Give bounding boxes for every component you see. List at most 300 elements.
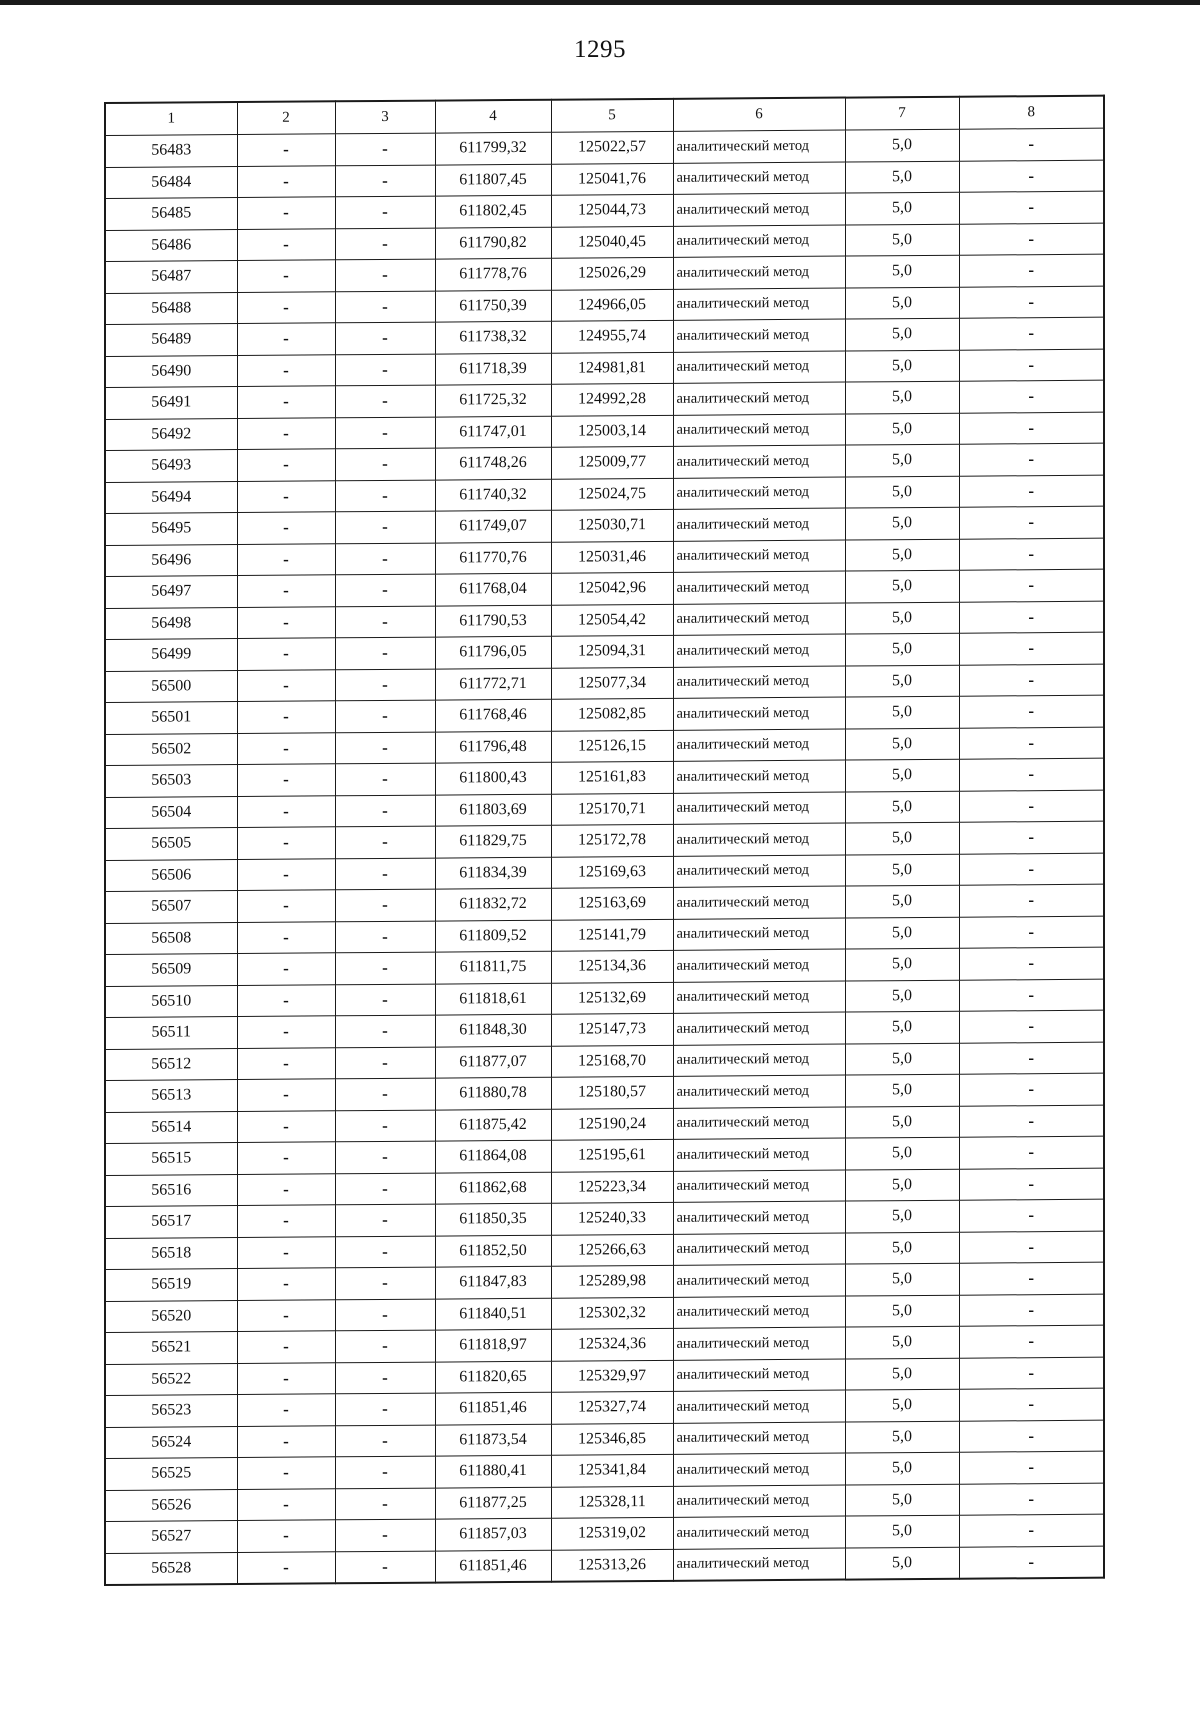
cell-method: аналитический метод (673, 319, 845, 352)
cell-col-2: - (237, 291, 335, 323)
cell-point-number: 56494 (105, 481, 237, 513)
cell-col-3: - (335, 858, 435, 890)
column-header-3: 3 (335, 101, 435, 134)
cell-point-number: 56483 (105, 135, 237, 167)
cell-accuracy: 5,0 (845, 759, 959, 791)
cell-coord-y: 125168,70 (551, 1045, 673, 1077)
cell-col-2: - (237, 606, 335, 638)
cell-accuracy: 5,0 (845, 948, 959, 980)
cell-col-8: - (959, 1073, 1104, 1106)
cell-point-number: 56513 (105, 1080, 237, 1112)
cell-accuracy: 5,0 (845, 728, 959, 760)
cell-col-2: - (237, 386, 335, 418)
cell-coord-y: 125163,69 (551, 887, 673, 919)
cell-coord-x: 611749,07 (435, 510, 551, 542)
cell-col-8: - (959, 317, 1104, 350)
cell-col-8: - (959, 790, 1104, 823)
cell-coord-y: 125024,75 (551, 478, 673, 510)
cell-accuracy: 5,0 (845, 980, 959, 1012)
cell-coord-x: 611873,54 (435, 1424, 551, 1456)
column-header-6: 6 (673, 98, 845, 132)
cell-point-number: 56520 (105, 1300, 237, 1332)
cell-coord-x: 611748,26 (435, 447, 551, 479)
cell-coord-x: 611877,07 (435, 1046, 551, 1078)
cell-col-8: - (959, 569, 1104, 602)
cell-coord-y: 125041,76 (551, 163, 673, 195)
cell-coord-y: 125094,31 (551, 635, 673, 667)
cell-col-3: - (335, 889, 435, 921)
cell-point-number: 56488 (105, 292, 237, 324)
cell-coord-x: 611790,53 (435, 605, 551, 637)
cell-method: аналитический метод (673, 1233, 845, 1266)
cell-col-2: - (237, 638, 335, 670)
cell-col-3: - (335, 826, 435, 858)
cell-coord-x: 611811,75 (435, 951, 551, 983)
cell-method: аналитический метод (673, 508, 845, 541)
cell-coord-y: 125328,11 (551, 1486, 673, 1518)
cell-coord-x: 611877,25 (435, 1487, 551, 1519)
cell-method: аналитический метод (673, 477, 845, 510)
cell-col-3: - (335, 1236, 435, 1268)
cell-col-3: - (335, 480, 435, 512)
cell-col-3: - (335, 1267, 435, 1299)
cell-method: аналитический метод (673, 1359, 845, 1392)
cell-coord-x: 611852,50 (435, 1235, 551, 1267)
cell-point-number: 56489 (105, 324, 237, 356)
cell-col-2: - (237, 921, 335, 953)
cell-coord-y: 125082,85 (551, 698, 673, 730)
cell-coord-y: 125266,63 (551, 1234, 673, 1266)
cell-col-2: - (237, 701, 335, 733)
cell-accuracy: 5,0 (845, 1043, 959, 1075)
cell-coord-x: 611880,78 (435, 1077, 551, 1109)
cell-method: аналитический метод (673, 382, 845, 415)
scan-top-edge (0, 0, 1200, 5)
cell-coord-x: 611834,39 (435, 857, 551, 889)
cell-col-8: - (959, 1042, 1104, 1075)
column-header-1: 1 (105, 102, 237, 135)
cell-method: аналитический метод (673, 571, 845, 604)
cell-coord-y: 125147,73 (551, 1013, 673, 1045)
cell-method: аналитический метод (673, 1453, 845, 1486)
cell-accuracy: 5,0 (845, 507, 959, 539)
cell-coord-y: 125289,98 (551, 1265, 673, 1297)
cell-col-3: - (335, 637, 435, 669)
cell-col-2: - (237, 449, 335, 481)
cell-col-8: - (959, 1420, 1104, 1453)
cell-method: аналитический метод (673, 918, 845, 951)
cell-point-number: 56515 (105, 1143, 237, 1175)
cell-col-2: - (237, 1331, 335, 1363)
cell-accuracy: 5,0 (845, 287, 959, 319)
cell-method: аналитический метод (673, 981, 845, 1014)
cell-coord-y: 125341,84 (551, 1454, 673, 1486)
cell-coord-x: 611718,39 (435, 353, 551, 385)
cell-accuracy: 5,0 (845, 633, 959, 665)
cell-col-8: - (959, 916, 1104, 949)
cell-col-8: - (959, 412, 1104, 445)
cell-method: аналитический метод (673, 1012, 845, 1045)
cell-accuracy: 5,0 (845, 1389, 959, 1421)
cell-col-3: - (335, 543, 435, 575)
cell-col-8: - (959, 506, 1104, 539)
cell-col-8: - (959, 160, 1104, 193)
cell-col-8: - (959, 884, 1104, 917)
cell-coord-x: 611862,68 (435, 1172, 551, 1204)
cell-method: аналитический метод (673, 1485, 845, 1518)
cell-col-3: - (335, 133, 435, 165)
cell-coord-y: 124966,05 (551, 289, 673, 321)
cell-col-8: - (959, 538, 1104, 571)
cell-coord-x: 611818,97 (435, 1329, 551, 1361)
cell-accuracy: 5,0 (845, 602, 959, 634)
column-header-7: 7 (845, 97, 959, 130)
cell-accuracy: 5,0 (845, 1169, 959, 1201)
cell-method: аналитический метод (673, 414, 845, 447)
cell-col-2: - (237, 1110, 335, 1142)
cell-point-number: 56498 (105, 607, 237, 639)
cell-accuracy: 5,0 (845, 413, 959, 445)
cell-col-8: - (959, 1388, 1104, 1421)
cell-col-8: - (959, 349, 1104, 382)
cell-point-number: 56527 (105, 1521, 237, 1553)
cell-col-3: - (335, 1488, 435, 1520)
cell-accuracy: 5,0 (845, 1295, 959, 1327)
cell-point-number: 56495 (105, 513, 237, 545)
cell-coord-y: 125077,34 (551, 667, 673, 699)
cell-coord-y: 125169,63 (551, 856, 673, 888)
cell-coord-y: 125031,46 (551, 541, 673, 573)
cell-point-number: 56497 (105, 576, 237, 608)
cell-coord-x: 611829,75 (435, 825, 551, 857)
cell-col-8: - (959, 1546, 1104, 1579)
cell-method: аналитический метод (673, 886, 845, 919)
cell-point-number: 56504 (105, 796, 237, 828)
cell-col-8: - (959, 1199, 1104, 1232)
cell-col-3: - (335, 1110, 435, 1142)
cell-col-3: - (335, 291, 435, 323)
cell-point-number: 56499 (105, 639, 237, 671)
cell-accuracy: 5,0 (845, 791, 959, 823)
cell-col-8: - (959, 191, 1104, 224)
cell-col-2: - (237, 1520, 335, 1552)
cell-col-3: - (335, 1456, 435, 1488)
cell-coord-x: 611832,72 (435, 888, 551, 920)
cell-col-8: - (959, 1325, 1104, 1358)
cell-col-2: - (237, 228, 335, 260)
cell-coord-y: 125313,26 (551, 1549, 673, 1582)
cell-point-number: 56486 (105, 229, 237, 261)
cell-col-2: - (237, 1205, 335, 1237)
cell-point-number: 56493 (105, 450, 237, 482)
cell-col-2: - (237, 1551, 335, 1584)
cell-col-2: - (237, 1425, 335, 1457)
cell-accuracy: 5,0 (845, 476, 959, 508)
cell-col-8: - (959, 695, 1104, 728)
cell-point-number: 56484 (105, 166, 237, 198)
cell-coord-y: 125126,15 (551, 730, 673, 762)
cell-accuracy: 5,0 (845, 539, 959, 571)
cell-col-2: - (237, 1362, 335, 1394)
cell-point-number: 56506 (105, 859, 237, 891)
cell-col-2: - (237, 1079, 335, 1111)
cell-col-2: - (237, 1268, 335, 1300)
cell-col-8: - (959, 664, 1104, 697)
cell-method: аналитический метод (673, 1201, 845, 1234)
cell-point-number: 56500 (105, 670, 237, 702)
cell-accuracy: 5,0 (845, 1452, 959, 1484)
cell-col-3: - (335, 1362, 435, 1394)
cell-col-8: - (959, 821, 1104, 854)
cell-col-3: - (335, 1204, 435, 1236)
cell-coord-y: 125329,97 (551, 1360, 673, 1392)
cell-col-8: - (959, 947, 1104, 980)
column-header-2: 2 (237, 101, 335, 134)
cell-method: аналитический метод (673, 634, 845, 667)
cell-col-8: - (959, 727, 1104, 760)
cell-col-3: - (335, 1393, 435, 1425)
cell-point-number: 56503 (105, 765, 237, 797)
cell-accuracy: 5,0 (845, 192, 959, 224)
cell-point-number: 56487 (105, 261, 237, 293)
cell-method: аналитический метод (673, 1296, 845, 1329)
cell-col-2: - (237, 323, 335, 355)
cell-coord-x: 611848,30 (435, 1014, 551, 1046)
cell-point-number: 56485 (105, 198, 237, 230)
cell-method: аналитический метод (673, 1044, 845, 1077)
cell-col-2: - (237, 1047, 335, 1079)
cell-coord-x: 611768,46 (435, 699, 551, 731)
cell-col-3: - (335, 354, 435, 386)
cell-coord-y: 125141,79 (551, 919, 673, 951)
cell-method: аналитический метод (673, 351, 845, 384)
cell-method: аналитический метод (673, 760, 845, 793)
cell-method: аналитический метод (673, 540, 845, 573)
cell-col-8: - (959, 1262, 1104, 1295)
cell-accuracy: 5,0 (845, 822, 959, 854)
cell-coord-y: 125240,33 (551, 1202, 673, 1234)
cell-accuracy: 5,0 (845, 1547, 959, 1580)
cell-method: аналитический метод (673, 855, 845, 888)
cell-method: аналитический метод (673, 162, 845, 195)
cell-col-2: - (237, 1457, 335, 1489)
cell-point-number: 56492 (105, 418, 237, 450)
cell-accuracy: 5,0 (845, 255, 959, 287)
cell-coord-y: 125003,14 (551, 415, 673, 447)
cell-coord-x: 611820,65 (435, 1361, 551, 1393)
cell-point-number: 56524 (105, 1426, 237, 1458)
cell-coord-y: 125172,78 (551, 824, 673, 856)
cell-col-3: - (335, 1299, 435, 1331)
cell-coord-x: 611796,05 (435, 636, 551, 668)
cell-col-2: - (237, 669, 335, 701)
cell-col-2: - (237, 827, 335, 859)
coordinates-table-container (104, 95, 1103, 1586)
cell-coord-x: 611770,76 (435, 542, 551, 574)
cell-coord-x: 611857,03 (435, 1518, 551, 1550)
cell-accuracy: 5,0 (845, 1421, 959, 1453)
cell-col-3: - (335, 385, 435, 417)
cell-coord-x: 611880,41 (435, 1455, 551, 1487)
cell-col-3: - (335, 1047, 435, 1079)
cell-point-number: 56523 (105, 1395, 237, 1427)
cell-coord-x: 611807,45 (435, 164, 551, 196)
cell-accuracy: 5,0 (845, 1326, 959, 1358)
cell-col-2: - (237, 260, 335, 292)
cell-accuracy: 5,0 (845, 917, 959, 949)
cell-col-2: - (237, 984, 335, 1016)
cell-coord-x: 611778,76 (435, 258, 551, 290)
cell-col-2: - (237, 165, 335, 197)
cell-col-3: - (335, 448, 435, 480)
cell-point-number: 56521 (105, 1332, 237, 1364)
cell-method: аналитический метод (673, 697, 845, 730)
cell-accuracy: 5,0 (845, 444, 959, 476)
cell-col-3: - (335, 1141, 435, 1173)
cell-coord-x: 611768,04 (435, 573, 551, 605)
cell-point-number: 56496 (105, 544, 237, 576)
cell-col-2: - (237, 543, 335, 575)
cell-point-number: 56508 (105, 922, 237, 954)
cell-coord-y: 125042,96 (551, 572, 673, 604)
cell-col-2: - (237, 1236, 335, 1268)
cell-col-8: - (959, 254, 1104, 287)
cell-point-number: 56519 (105, 1269, 237, 1301)
cell-method: аналитический метод (673, 949, 845, 982)
cell-coord-x: 611750,39 (435, 290, 551, 322)
cell-col-8: - (959, 380, 1104, 413)
cell-coord-y: 125022,57 (551, 131, 673, 163)
cell-accuracy: 5,0 (845, 161, 959, 193)
cell-method: аналитический метод (673, 256, 845, 289)
cell-col-2: - (237, 134, 335, 166)
cell-method: аналитический метод (673, 823, 845, 856)
cell-col-2: - (237, 512, 335, 544)
column-header-4: 4 (435, 100, 551, 133)
cell-col-2: - (237, 1173, 335, 1205)
cell-col-2: - (237, 732, 335, 764)
cell-coord-y: 125132,69 (551, 982, 673, 1014)
cell-col-3: - (335, 1173, 435, 1205)
cell-method: аналитический метод (673, 1422, 845, 1455)
cell-coord-y: 125026,29 (551, 257, 673, 289)
cell-point-number: 56501 (105, 702, 237, 734)
cell-coord-y: 124981,81 (551, 352, 673, 384)
cell-col-3: - (335, 952, 435, 984)
cell-point-number: 56511 (105, 1017, 237, 1049)
cell-col-8: - (959, 1357, 1104, 1390)
cell-coord-x: 611851,46 (435, 1550, 551, 1583)
cell-col-2: - (237, 417, 335, 449)
cell-coord-y: 125009,77 (551, 446, 673, 478)
cell-col-2: - (237, 1394, 335, 1426)
cell-coord-x: 611796,48 (435, 731, 551, 763)
cell-coord-x: 611740,32 (435, 479, 551, 511)
column-header-5: 5 (551, 99, 673, 132)
cell-accuracy: 5,0 (845, 224, 959, 256)
cell-method: аналитический метод (673, 1264, 845, 1297)
cell-col-3: - (335, 1330, 435, 1362)
cell-accuracy: 5,0 (845, 1137, 959, 1169)
cell-col-2: - (237, 1299, 335, 1331)
cell-method: аналитический метод (673, 130, 845, 163)
cell-col-2: - (237, 764, 335, 796)
cell-coord-x: 611875,42 (435, 1109, 551, 1141)
cell-col-8: - (959, 1105, 1104, 1138)
cell-col-8: - (959, 979, 1104, 1012)
cell-col-3: - (335, 984, 435, 1016)
cell-col-3: - (335, 763, 435, 795)
cell-col-3: - (335, 1078, 435, 1110)
cell-coord-y: 125324,36 (551, 1328, 673, 1360)
cell-coord-y: 125180,57 (551, 1076, 673, 1108)
cell-coord-x: 611864,08 (435, 1140, 551, 1172)
cell-coord-x: 611747,01 (435, 416, 551, 448)
cell-col-8: - (959, 1231, 1104, 1264)
cell-coord-x: 611799,32 (435, 132, 551, 164)
cell-method: аналитический метод (673, 792, 845, 825)
cell-accuracy: 5,0 (845, 1263, 959, 1295)
cell-col-3: - (335, 165, 435, 197)
cell-method: аналитический метод (673, 1075, 845, 1108)
cell-col-8: - (959, 286, 1104, 319)
cell-point-number: 56507 (105, 891, 237, 923)
cell-point-number: 56526 (105, 1489, 237, 1521)
cell-coord-y: 125302,32 (551, 1297, 673, 1329)
cell-coord-x: 611851,46 (435, 1392, 551, 1424)
cell-method: аналитический метод (673, 729, 845, 762)
cell-method: аналитический метод (673, 193, 845, 226)
cell-point-number: 56517 (105, 1206, 237, 1238)
cell-col-3: - (335, 322, 435, 354)
cell-coord-y: 124992,28 (551, 383, 673, 415)
cell-col-3: - (335, 511, 435, 543)
cell-point-number: 56516 (105, 1174, 237, 1206)
cell-coord-y: 125327,74 (551, 1391, 673, 1423)
cell-method: аналитический метод (673, 445, 845, 478)
cell-col-8: - (959, 758, 1104, 791)
cell-accuracy: 5,0 (845, 854, 959, 886)
cell-col-2: - (237, 575, 335, 607)
cell-col-3: - (335, 921, 435, 953)
cell-coord-y: 124955,74 (551, 320, 673, 352)
cell-col-3: - (335, 1015, 435, 1047)
cell-coord-y: 125319,02 (551, 1517, 673, 1549)
cell-point-number: 56514 (105, 1111, 237, 1143)
cell-accuracy: 5,0 (845, 1106, 959, 1138)
cell-col-2: - (237, 795, 335, 827)
cell-col-3: - (335, 417, 435, 449)
cell-accuracy: 5,0 (845, 1232, 959, 1264)
cell-col-3: - (335, 228, 435, 260)
cell-col-3: - (335, 1519, 435, 1551)
cell-col-8: - (959, 1136, 1104, 1169)
cell-coord-x: 611847,83 (435, 1266, 551, 1298)
cell-method: аналитический метод (673, 666, 845, 699)
cell-method: аналитический метод (673, 1516, 845, 1549)
cell-point-number: 56528 (105, 1552, 237, 1585)
cell-col-3: - (335, 606, 435, 638)
cell-accuracy: 5,0 (845, 1200, 959, 1232)
cell-accuracy: 5,0 (845, 1074, 959, 1106)
cell-col-3: - (335, 196, 435, 228)
cell-col-8: - (959, 128, 1104, 161)
cell-coord-y: 125044,73 (551, 194, 673, 226)
cell-col-3: - (335, 1551, 435, 1584)
cell-point-number: 56490 (105, 355, 237, 387)
cell-col-3: - (335, 669, 435, 701)
column-header-8: 8 (959, 96, 1104, 130)
